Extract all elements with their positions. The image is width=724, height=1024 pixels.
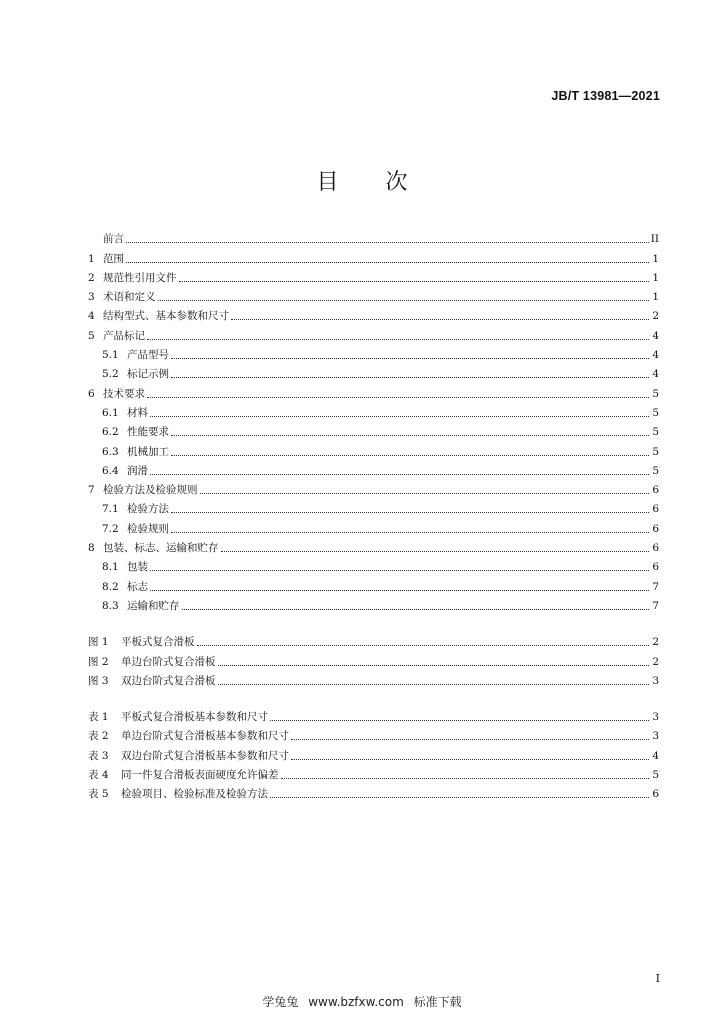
toc-entry-page: 4 bbox=[652, 329, 659, 342]
dot-leader bbox=[291, 759, 649, 760]
toc-entry-page: 1 bbox=[652, 271, 659, 284]
toc-entry-number: 图 1 bbox=[88, 636, 109, 649]
toc-entry-number: 8.1 bbox=[102, 561, 119, 574]
toc-entry-page: 3 bbox=[652, 730, 659, 743]
toc-entry-label: 技术要求 bbox=[103, 387, 145, 400]
toc-entry-label: 范围 bbox=[103, 252, 124, 265]
dot-leader bbox=[197, 645, 650, 646]
dot-leader bbox=[270, 797, 649, 798]
toc-entry[interactable] bbox=[88, 743, 659, 762]
dot-leader bbox=[171, 435, 649, 436]
toc-entry-label: 标记示例 bbox=[127, 368, 169, 381]
toc-entry[interactable] bbox=[88, 304, 659, 323]
toc-entry-number: 6.4 bbox=[102, 464, 119, 477]
toc-entry[interactable] bbox=[88, 439, 659, 458]
toc-entry[interactable] bbox=[88, 497, 659, 516]
toc-entry-label: 包装、标志、运输和贮存 bbox=[103, 542, 219, 555]
dot-leader bbox=[218, 665, 650, 666]
toc-entry[interactable] bbox=[88, 555, 659, 574]
toc-entry-number: 8.2 bbox=[102, 580, 119, 593]
dot-leader bbox=[126, 242, 649, 243]
toc-entry-label: 检验方法 bbox=[127, 503, 169, 516]
toc-entry-number: 表 3 bbox=[88, 749, 109, 762]
toc-entry-number: 5 bbox=[88, 329, 95, 342]
toc-entry[interactable] bbox=[88, 630, 659, 649]
toc-entry-label: 材料 bbox=[127, 406, 148, 419]
toc-entry-number: 图 2 bbox=[88, 655, 109, 668]
toc-entry-label: 同一件复合滑板表面硬度允许偏差 bbox=[121, 769, 279, 782]
table-of-contents bbox=[88, 227, 659, 801]
toc-entry-label: 检验方法及检验规则 bbox=[103, 484, 198, 497]
toc-entry-label: 双边台阶式复合滑板基本参数和尺寸 bbox=[121, 749, 289, 762]
toc-entry-page: 7 bbox=[652, 580, 659, 593]
standard-number: JB/T 13981—2021 bbox=[551, 89, 660, 103]
toc-entry[interactable] bbox=[88, 459, 659, 478]
toc-entry-number: 图 3 bbox=[88, 674, 109, 687]
toc-entry-number: 6 bbox=[88, 387, 95, 400]
toc-entry-page: 4 bbox=[652, 349, 659, 362]
toc-entry[interactable] bbox=[88, 266, 659, 285]
toc-entry[interactable] bbox=[88, 574, 659, 593]
toc-entry-page: 6 bbox=[652, 503, 659, 516]
watermark-text: 学兔兔 www.bzfxw.com 标准下载 bbox=[262, 995, 462, 1009]
toc-entry-number: 8 bbox=[88, 542, 95, 555]
toc-entry-number: 表 4 bbox=[88, 769, 109, 782]
page-title: 目 次 bbox=[316, 170, 408, 195]
dot-leader bbox=[218, 684, 650, 685]
toc-entry-label: 检验项目、检验标准及检验方法 bbox=[121, 788, 268, 801]
toc-entry-page: 5 bbox=[652, 464, 659, 477]
toc-entry-page: 2 bbox=[652, 655, 659, 668]
toc-entry[interactable] bbox=[88, 705, 659, 724]
dot-leader bbox=[270, 720, 649, 721]
toc-entry-page: 3 bbox=[652, 711, 659, 724]
toc-entry-page: 4 bbox=[652, 749, 659, 762]
toc-entry-label: 标志 bbox=[127, 580, 148, 593]
toc-entry-page: 6 bbox=[652, 561, 659, 574]
toc-entry-label: 单边台阶式复合滑板基本参数和尺寸 bbox=[121, 730, 289, 743]
toc-entry-page: 5 bbox=[652, 406, 659, 419]
dot-leader bbox=[171, 455, 649, 456]
toc-entry-label: 机械加工 bbox=[127, 445, 169, 458]
dot-leader bbox=[171, 512, 649, 513]
toc-entry-label: 平板式复合滑板 bbox=[121, 636, 195, 649]
toc-entry-label: 单边台阶式复合滑板 bbox=[121, 655, 216, 668]
toc-entry-label: 性能要求 bbox=[127, 426, 169, 439]
toc-entry[interactable] bbox=[88, 594, 659, 613]
toc-entry-label: 检验规则 bbox=[127, 522, 169, 535]
toc-entry-number: 6.2 bbox=[102, 426, 119, 439]
toc-entry-page: 6 bbox=[652, 788, 659, 801]
dot-leader bbox=[147, 397, 649, 398]
toc-entry-number: 3 bbox=[88, 291, 95, 304]
toc-entry-number: 表 1 bbox=[88, 711, 109, 724]
toc-entry[interactable] bbox=[88, 343, 659, 362]
dot-leader bbox=[231, 319, 649, 320]
dot-leader bbox=[150, 474, 649, 475]
toc-entry[interactable] bbox=[88, 401, 659, 420]
toc-entry[interactable] bbox=[88, 478, 659, 497]
toc-entry[interactable] bbox=[88, 362, 659, 381]
toc-entry-page: 7 bbox=[652, 599, 659, 612]
toc-entry-number: 7.1 bbox=[102, 503, 119, 516]
toc-entry-number: 7.2 bbox=[102, 522, 119, 535]
toc-entry[interactable] bbox=[88, 227, 659, 246]
toc-entry[interactable] bbox=[88, 285, 659, 304]
dot-leader bbox=[158, 300, 650, 301]
toc-entry-number: 6.1 bbox=[102, 406, 119, 419]
dot-leader bbox=[171, 377, 649, 378]
dot-leader bbox=[182, 609, 650, 610]
toc-entry-number: 6.3 bbox=[102, 445, 119, 458]
toc-entry[interactable] bbox=[88, 782, 659, 801]
toc-entry-page: 2 bbox=[652, 636, 659, 649]
dot-leader bbox=[147, 339, 649, 340]
toc-entry-number: 5.1 bbox=[102, 349, 119, 362]
toc-figures-section bbox=[88, 630, 659, 688]
toc-entry-number: 7 bbox=[88, 484, 95, 497]
toc-entry-page: 1 bbox=[652, 291, 659, 304]
dot-leader bbox=[200, 493, 650, 494]
toc-entry[interactable] bbox=[88, 246, 659, 265]
toc-entry[interactable] bbox=[88, 323, 659, 342]
toc-entry-page: 6 bbox=[652, 522, 659, 535]
toc-entry-page: 4 bbox=[652, 368, 659, 381]
toc-entry-label: 产品标记 bbox=[103, 329, 145, 342]
toc-entry-label: 前言 bbox=[103, 233, 124, 246]
toc-entry[interactable] bbox=[88, 763, 659, 782]
toc-entry[interactable] bbox=[88, 516, 659, 535]
toc-entry[interactable] bbox=[88, 420, 659, 439]
toc-entry-number: 2 bbox=[88, 271, 95, 284]
toc-entry-label: 包装 bbox=[127, 561, 148, 574]
toc-entry[interactable] bbox=[88, 381, 659, 400]
toc-entry-label: 规范性引用文件 bbox=[103, 271, 177, 284]
toc-entry[interactable] bbox=[88, 536, 659, 555]
page-number: I bbox=[655, 972, 660, 985]
toc-entry-number: 1 bbox=[88, 252, 95, 265]
toc-entry-label: 润滑 bbox=[127, 464, 148, 477]
toc-entry-page: II bbox=[650, 233, 659, 246]
toc-entry[interactable] bbox=[88, 724, 659, 743]
dot-leader bbox=[150, 590, 649, 591]
dot-leader bbox=[291, 739, 649, 740]
toc-entry-page: 6 bbox=[652, 542, 659, 555]
toc-entry-page: 3 bbox=[652, 674, 659, 687]
toc-entry-number: 表 2 bbox=[88, 730, 109, 743]
section-gap bbox=[88, 688, 659, 705]
toc-entry-page: 5 bbox=[652, 769, 659, 782]
dot-leader bbox=[179, 281, 650, 282]
toc-entry-number: 8.3 bbox=[102, 599, 119, 612]
toc-entry-number: 5.2 bbox=[102, 368, 119, 381]
toc-entry-page: 5 bbox=[652, 387, 659, 400]
toc-entry-number: 表 5 bbox=[88, 788, 109, 801]
dot-leader bbox=[171, 358, 649, 359]
toc-entry[interactable] bbox=[88, 649, 659, 668]
toc-entry-number: 4 bbox=[88, 310, 95, 323]
toc-entry-page: 6 bbox=[652, 484, 659, 497]
toc-main-section bbox=[88, 227, 659, 613]
dot-leader bbox=[126, 262, 649, 263]
toc-tables-section bbox=[88, 705, 659, 801]
section-gap bbox=[88, 613, 659, 630]
dot-leader bbox=[221, 551, 650, 552]
toc-entry-page: 5 bbox=[652, 426, 659, 439]
toc-entry-label: 产品型号 bbox=[127, 349, 169, 362]
toc-entry[interactable] bbox=[88, 669, 659, 688]
toc-entry-page: 5 bbox=[652, 445, 659, 458]
toc-entry-label: 结构型式、基本参数和尺寸 bbox=[103, 310, 229, 323]
toc-entry-page: 1 bbox=[652, 252, 659, 265]
dot-leader bbox=[150, 570, 649, 571]
dot-leader bbox=[281, 778, 650, 779]
dot-leader bbox=[150, 416, 649, 417]
toc-entry-label: 平板式复合滑板基本参数和尺寸 bbox=[121, 711, 268, 724]
toc-entry-label: 双边台阶式复合滑板 bbox=[121, 674, 216, 687]
toc-entry-label: 运输和贮存 bbox=[127, 599, 180, 612]
dot-leader bbox=[171, 532, 649, 533]
toc-entry-page: 2 bbox=[652, 310, 659, 323]
toc-entry-label: 术语和定义 bbox=[103, 291, 156, 304]
